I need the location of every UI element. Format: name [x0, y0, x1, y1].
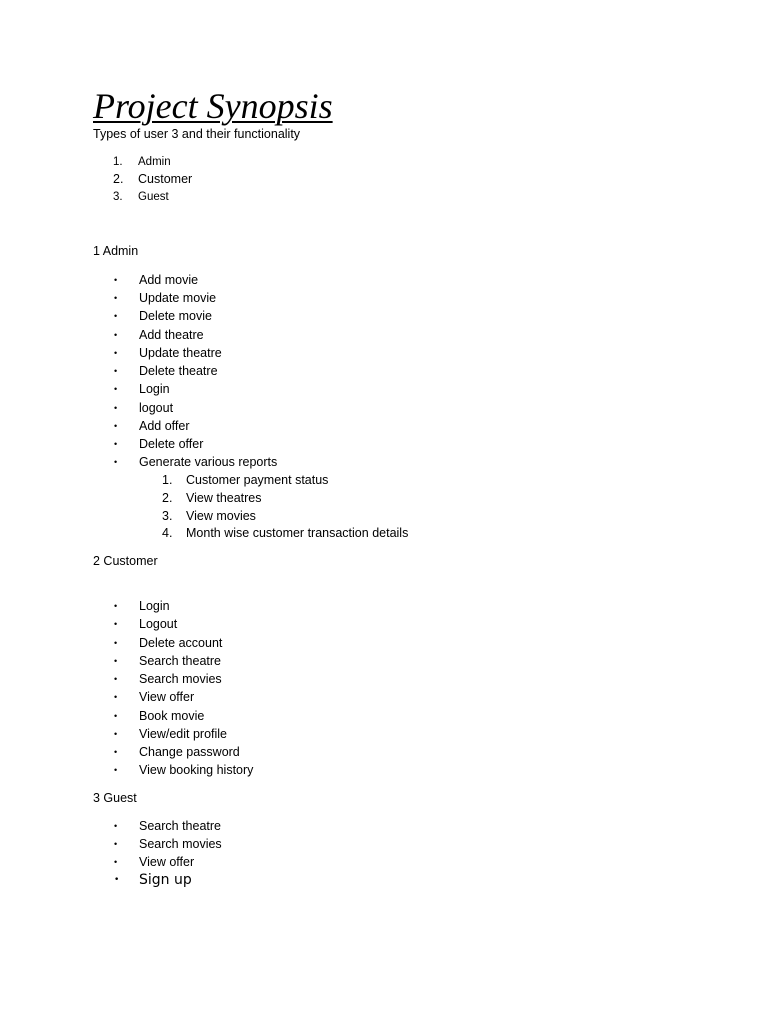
list-item-label: Book movie	[139, 709, 205, 723]
list-item-label: Guest	[138, 191, 169, 203]
list-item-label: View/edit profile	[139, 727, 228, 741]
list-item-label: View movies	[186, 509, 256, 523]
bullet-icon: •	[114, 839, 118, 849]
list-number: 3.	[162, 509, 173, 523]
list-item-label: Update theatre	[139, 346, 222, 360]
list-item-label: Search theatre	[139, 654, 221, 668]
list-item-label: Delete account	[139, 636, 223, 650]
bullet-icon: •	[114, 457, 118, 467]
list-item-label: Search movies	[139, 672, 222, 686]
bullet-icon: •	[114, 348, 118, 358]
list-item-label: View booking history	[139, 763, 254, 777]
bullet-icon: •	[114, 765, 118, 775]
list-item-label: Month wise customer transaction details	[186, 526, 409, 540]
page-subtitle: Types of user 3 and their functionality	[93, 127, 301, 141]
list-item-label: View theatres	[186, 491, 262, 505]
bullet-icon: •	[114, 403, 118, 413]
list-item-label: Search movies	[139, 837, 222, 851]
list-number: 1.	[162, 473, 173, 487]
list-item-label: Add theatre	[139, 328, 204, 342]
list-item-label: View offer	[139, 855, 195, 869]
list-number: 3.	[113, 191, 123, 203]
bullet-icon: •	[114, 656, 118, 666]
section-heading-customer: 2 Customer	[93, 554, 158, 568]
list-item-label: Admin	[138, 156, 171, 168]
bullet-icon: •	[114, 439, 118, 449]
bullet-icon: •	[114, 421, 118, 431]
list-item-label: View offer	[139, 690, 195, 704]
list-item-label: Generate various reports	[139, 455, 278, 469]
bullet-icon: •	[114, 857, 118, 867]
list-item-label: Sign up	[139, 872, 192, 888]
list-item-label: Change password	[139, 745, 240, 759]
bullet-icon: •	[114, 311, 118, 321]
bullet-icon: •	[114, 384, 118, 394]
list-item-label: Add offer	[139, 419, 190, 433]
list-item-label: Add movie	[139, 273, 199, 287]
bullet-icon: •	[114, 821, 118, 831]
bullet-icon: •	[114, 692, 118, 702]
bullet-icon: •	[114, 619, 118, 629]
list-item-label: Customer	[138, 172, 193, 186]
list-item-label: logout	[139, 401, 174, 415]
bullet-icon: •	[114, 875, 120, 885]
list-number: 4.	[162, 526, 173, 540]
list-number: 2.	[113, 172, 124, 186]
list-item-label: Customer payment status	[186, 473, 329, 487]
list-item-label: Delete movie	[139, 309, 212, 323]
list-number: 1.	[113, 156, 123, 168]
list-item-label: Login	[139, 382, 170, 396]
page-title: Project Synopsis	[93, 86, 333, 126]
section-heading-admin: 1 Admin	[93, 244, 139, 258]
bullet-icon: •	[114, 601, 118, 611]
list-item-label: Login	[139, 599, 170, 613]
list-item-label: Update movie	[139, 291, 217, 305]
list-number: 2.	[162, 491, 173, 505]
list-item-label: Logout	[139, 617, 178, 631]
bullet-icon: •	[114, 711, 118, 721]
bullet-icon: •	[114, 638, 118, 648]
list-item-label: Delete offer	[139, 437, 204, 451]
bullet-icon: •	[114, 330, 118, 340]
bullet-icon: •	[114, 293, 118, 303]
bullet-icon: •	[114, 275, 118, 285]
list-item-label: Search theatre	[139, 819, 221, 833]
bullet-icon: •	[114, 366, 118, 376]
section-heading-guest: 3 Guest	[93, 791, 137, 805]
bullet-icon: •	[114, 729, 118, 739]
bullet-icon: •	[114, 747, 118, 757]
bullet-icon: •	[114, 674, 118, 684]
list-item-label: Delete theatre	[139, 364, 218, 378]
